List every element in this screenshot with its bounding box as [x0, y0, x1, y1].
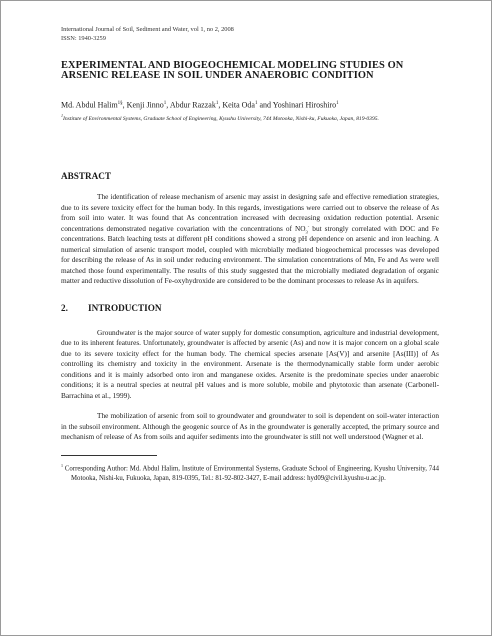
author-name: Md. Abdul Halim [61, 100, 118, 110]
author-name: Kenji Jinno [126, 100, 164, 110]
author-mark: 1 [254, 100, 258, 106]
section-title: INTRODUCTION [88, 302, 162, 313]
author-list: Md. Abdul Halim$^{1\S}$, Kenji Jinno$^1$, Abdur Razzak$^1$, Keita Oda$^1$ and Yoshinari Hiroshiro$^1$ [61, 100, 339, 110]
author-name: Keita Oda [222, 100, 255, 110]
author-mark: 1 [163, 100, 167, 106]
affiliation-text: Institute of Environmental Systems, Graduate School of Engineering, Kyushu University, 744 Motooka, Nishi-ku, Fukuoka, Japan, 819-0395. [63, 116, 379, 123]
author-affiliation [61, 111, 433, 124]
footnote-text: Corresponding Author: Md. Abdul Halim, Institute of Environmental Systems, Graduate School of Engineering, Kyushu University, 744 Motooka, Nishi-ku, Fukuoka, Japan, 819-0395, Tel.: 81-92-802-3427, E-mail address: hyd09@civil.kyushu-u.ac.jp. [64, 465, 439, 482]
abstract-paragraph [61, 192, 439, 287]
introduction-heading [61, 303, 439, 314]
author-mark: 1 [336, 100, 339, 106]
corresponding-author-footnote [61, 461, 439, 484]
page-content [61, 25, 439, 484]
journal-issn: ISSN: 1940-3259 [61, 35, 106, 42]
author-mark: 1 [215, 100, 219, 106]
nitrate-subscript: 3 [305, 229, 308, 235]
journal-citation: International Journal of Soil, Sediment and Water, vol 1, no 2, 2008 [61, 26, 234, 33]
abstract-text-part-1: The identification of release mechanism of arsenic may assist in designing safe and effective remediation strategies, due to its severe toxicity effect for the human body. In this regards, investigations were carried out to observe the release of As from soil into water. It was found that As concentration increased with decreasing oxidation reduction potential. Arsenic concentrations demonstrated negative covariation with the concentrations of NO [61, 192, 439, 233]
author-name: Yoshinari Hiroshiro [272, 100, 337, 110]
abstract-text-part-2: but strongly correlated with DOC and Fe concentrations. Batch leaching tests at different pH conditions showed a strong pH dependence on arsenic and iron leaching. A numerical simulation of arsenic transport model, coupled with microbially mediated biogeochemical processes was developed for describing the release of As in soil under reducing environment. The simulation concentrations of Mn, Fe and As were well matched those found experimentally. The results of this study suggested that the microbially mediated degradation of organic matter and reductive dissolution of Fe-oxyhydroxide are considered to be the dominant processes to release As in aquifers. [61, 223, 439, 286]
introduction-paragraph-2: The mobilization of arsenic from soil to groundwater and groundwater to soil is dependent on soil-water interaction in the subsoil environment. Although the geogenic source of As in the groundwater is generally accepted, the primary source and mechanism of release of As from soils and aquifer sediments into the groundwater is still not well understood (Wagner et al. [61, 411, 439, 442]
author-name: Abdur Razzak [169, 100, 216, 110]
abstract-heading: ABSTRACT [61, 171, 112, 182]
author-mark: 1§ [117, 100, 123, 106]
nitrate-superscript: - [307, 223, 310, 229]
affiliation-mark: 1 [61, 113, 63, 119]
introduction-paragraph-1: Groundwater is the major source of water supply for domestic consumption, agriculture and industrial development, due to its inherent features. Unfortunately, groundwater is affected by arsenic (As) and now it is major concern on a global scale due to its severe toxicity effect for the human body. The chemical species arsenate [As(V)] and arsenite [As(III)] of As controlling its chemistry and toxicity in the environment. Arsenate is the thermodynamically stable form under aerobic conditions and it is mainly adsorbed onto iron and manganese oxides. Arsenite is the predominate species under anaerobic conditions; it is a neutral species at neutral pH values and is more soluble, mobile and phytotoxic than arsenate (Carbonell-Barrachina et al., 1999). [61, 327, 439, 400]
paper-title: EXPERIMENTAL AND BIOGEOCHEMICAL MODELING STUDIES ON ARSENIC RELEASE IN SOIL UNDER ANAEROBIC CONDITION [61, 60, 404, 82]
footnote-mark: 1 [61, 462, 63, 468]
footnote-divider [61, 455, 157, 456]
section-number: 2. [61, 302, 68, 313]
